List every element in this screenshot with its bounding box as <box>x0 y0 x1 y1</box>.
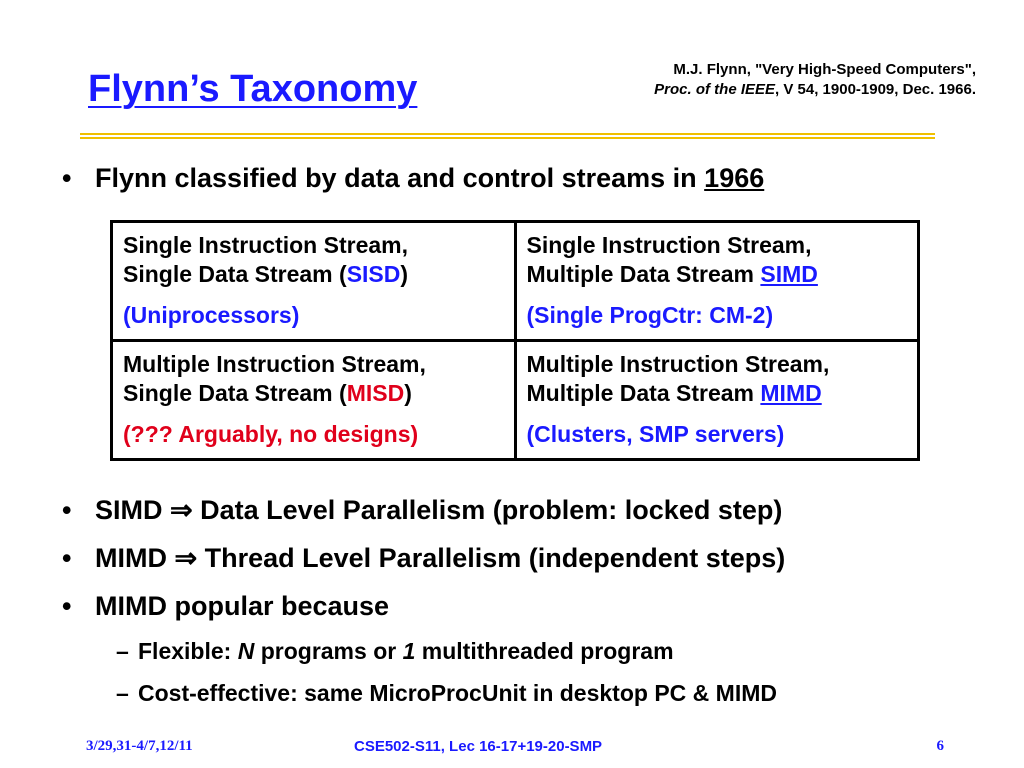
cell-misd <box>112 341 516 460</box>
citation <box>654 60 976 100</box>
sub-1-n: N <box>237 638 255 664</box>
bullet-3-lead: MIMD <box>95 543 175 573</box>
bullet-1-text: Flynn classified by data and control streams in <box>95 163 705 193</box>
cell-sisd-line2: Single Data Stream ( <box>123 261 347 287</box>
implies-arrow-icon: ⇒ <box>170 495 193 525</box>
cell-mimd-line1: Multiple Instruction Stream, <box>526 351 830 377</box>
citation-details: , V 54, 1900-1909, Dec. 1966. <box>775 81 976 98</box>
sub-1-part-b: programs or <box>254 638 403 664</box>
sub-bullet-2 <box>116 680 777 707</box>
cell-sisd-close: ) <box>400 261 409 287</box>
citation-journal: Proc. of the IEEE <box>654 81 776 98</box>
bullet-4-text: MIMD popular because <box>95 591 390 621</box>
misd-abbr: MISD <box>346 380 405 406</box>
bullet-3-text: Thread Level Parallelism (independent steps) <box>197 543 786 573</box>
title-rule-bottom <box>80 137 935 139</box>
sisd-abbr: SISD <box>346 261 401 287</box>
bullet-2-lead: SIMD <box>95 495 171 525</box>
title-rule-top <box>80 133 935 135</box>
sub-dash: – <box>116 680 129 706</box>
sub-1-part-c: multithreaded program <box>415 638 674 664</box>
sub-2-text: Cost-effective: same MicroProcUnit in desktop PC & MIMD <box>138 680 777 706</box>
sub-bullet-1 <box>116 638 674 665</box>
mimd-example: (Clusters, SMP servers) <box>526 421 785 447</box>
cell-misd-line1: Multiple Instruction Stream, <box>123 351 426 377</box>
cell-sisd <box>112 222 516 341</box>
misd-example: (??? Arguably, no designs) <box>123 421 419 447</box>
footer-course: CSE502-S11, Lec 16-17+19-20-SMP <box>354 738 603 755</box>
bullet-dot: • <box>62 495 72 525</box>
taxonomy-table <box>110 220 920 461</box>
sub-dash: – <box>116 638 129 664</box>
bullet-dot: • <box>62 591 72 621</box>
sub-1-one: 1 <box>402 638 416 664</box>
implies-arrow-icon: ⇒ <box>174 543 198 573</box>
cell-simd-line1: Single Instruction Stream, <box>526 232 812 258</box>
cell-mimd-line2: Multiple Data Stream <box>526 380 761 406</box>
citation-line2 <box>654 80 976 100</box>
bullet-dot: • <box>62 543 72 573</box>
sub-1-part-a: Flexible: <box>138 638 238 664</box>
cell-mimd <box>515 341 919 460</box>
cell-simd <box>515 222 919 341</box>
sisd-example: (Uniprocessors) <box>123 302 300 328</box>
cell-misd-line2: Single Data Stream ( <box>123 380 347 406</box>
bullet-1-year: 1966 <box>704 163 765 193</box>
bullet-2-text: Data Level Parallelism (problem: locked step) <box>192 495 783 525</box>
cell-sisd-line1: Single Instruction Stream, <box>123 232 408 258</box>
simd-example: (Single ProgCtr: CM-2) <box>526 302 774 328</box>
mimd-link[interactable]: MIMD <box>760 380 822 406</box>
simd-link[interactable]: SIMD <box>760 261 818 287</box>
slide-title: Flynn’s Taxonomy <box>88 68 418 110</box>
cell-simd-line2: Multiple Data Stream <box>526 261 761 287</box>
bullet-dot: • <box>62 163 72 193</box>
footer-page-number: 6 <box>936 738 944 754</box>
citation-line1: M.J. Flynn, "Very High-Speed Computers", <box>673 61 976 78</box>
cell-misd-close: ) <box>404 380 412 406</box>
footer-dates: 3/29,31-4/7,12/11 <box>86 738 193 754</box>
